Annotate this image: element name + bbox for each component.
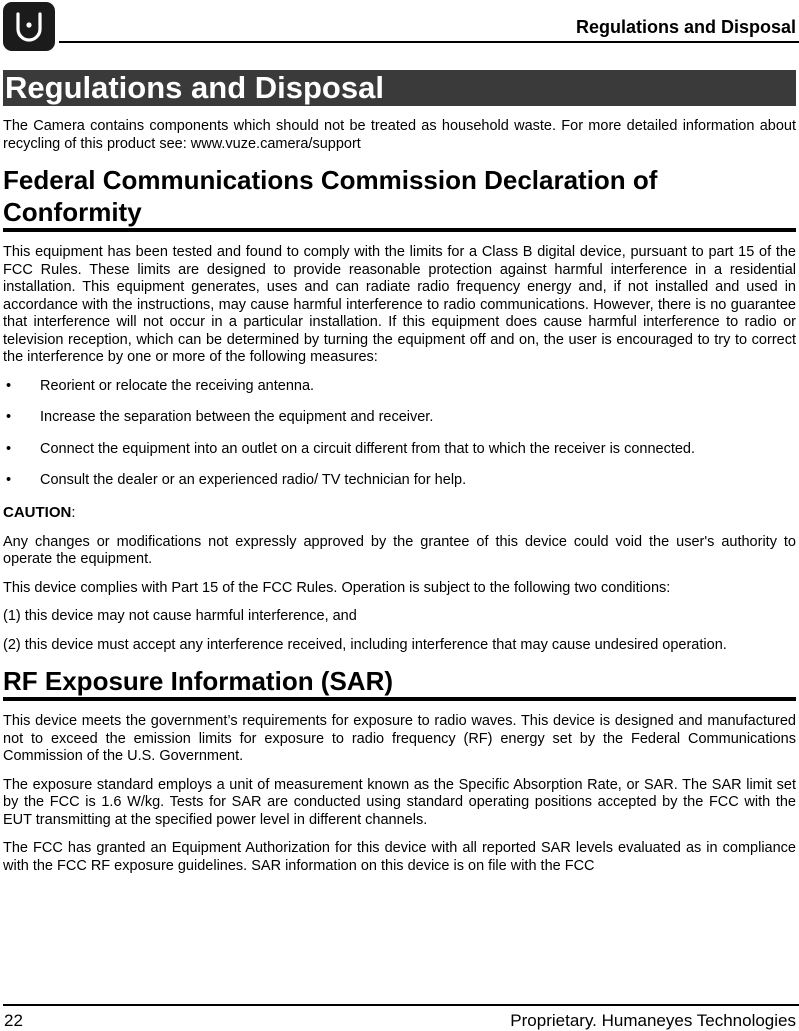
caution-text: Any changes or modifications not expressly approved by the grantee of this device could void the user's authority to operate the equipment.	[3, 533, 796, 567]
caution-colon: :	[71, 503, 76, 521]
list-item	[3, 409, 796, 427]
condition-2: (2) this device must accept any interference received, including interference that may cause undesired operation.	[3, 636, 727, 653]
list-item	[3, 378, 796, 396]
fcc-measures-list	[3, 378, 796, 490]
caution-label-line	[3, 504, 796, 522]
fcc-paragraph: This equipment has been tested and found to comply with the limits for a Class B digital device, pursuant to part 15 of the FCC Rules. These limits are designed to provide reasonable protection against harmful interference in a residential installation. This equipment generates, uses and can radiate radio frequency energy and, if not installed and used in accordance with the instructions, may cause harmful interference to radio communications. However, there is no guarantee that interference will not occur in a particular installation. If this equipment does cause harmful interference to radio or television reception, which can be determined by turning the equipment off and on, the user is encouraged to try to correct the interference by one or more of the following measures:	[3, 244, 796, 365]
sar-paragraph-3: The FCC has granted an Equipment Authorization for this device with all reported SAR levels evaluated as in compliance with the FCC RF exposure guidelines. SAR information on this device is on file with the FCC	[3, 840, 796, 874]
caution-label: CAUTION	[3, 503, 72, 521]
page-content	[3, 70, 796, 886]
condition-1: (1) this device may not cause harmful interference, and	[3, 608, 357, 624]
page-header	[0, 0, 799, 52]
bullet-icon: •	[6, 440, 12, 457]
page-number: 22	[4, 1011, 23, 1030]
section-banner-title: Regulations and Disposal	[3, 70, 796, 106]
header-divider	[59, 41, 799, 43]
page-footer	[0, 1004, 799, 1030]
list-item	[3, 472, 796, 490]
list-item-text: Consult the dealer or an experienced radio/ TV technician for help.	[40, 472, 467, 488]
bullet-icon: •	[6, 377, 12, 394]
compliance-statement: This device complies with Part 15 of the FCC Rules. Operation is subject to the following two conditions:	[3, 579, 671, 596]
sar-heading: RF Exposure Information (SAR)	[3, 665, 796, 701]
list-item-text: Connect the equipment into an outlet on a circuit different from that to which the receiver is connected.	[40, 440, 696, 457]
sar-paragraph-1: This device meets the government’s requirements for exposure to radio waves. This device is designed and manufactured not to exceed the emission limits for exposure to radio frequency (RF) energy set by the Federal Communications Commission of the U.S. Government.	[3, 713, 796, 764]
sar-paragraph-2: The exposure standard employs a unit of measurement known as the Specific Absorption Rate, or SAR. The SAR limit set by the FCC is 1.6 W/kg. Tests for SAR are conducted using standard operating positions accepted by the FCC with the EUT transmitting at the specified power level in different channels.	[3, 776, 796, 828]
list-item-text: Reorient or relocate the receiving antenna.	[40, 377, 315, 394]
list-item	[3, 441, 796, 459]
vuze-logo-icon	[3, 2, 55, 51]
fcc-heading: Federal Communications Commission Declaration of Conformity	[3, 164, 796, 232]
footer-divider	[3, 1004, 799, 1006]
header-title: Regulations and Disposal	[575, 17, 796, 37]
bullet-icon: •	[6, 409, 12, 425]
footer-company: Proprietary. Humaneyes Technologies	[510, 1011, 796, 1030]
list-item-text: Increase the separation between the equipment and receiver.	[40, 409, 434, 425]
bullet-icon: •	[6, 472, 12, 488]
disposal-intro: The Camera contains components which should not be treated as household waste. For more detailed information about recycling of this product see: www.vuze.camera/support	[3, 118, 796, 152]
